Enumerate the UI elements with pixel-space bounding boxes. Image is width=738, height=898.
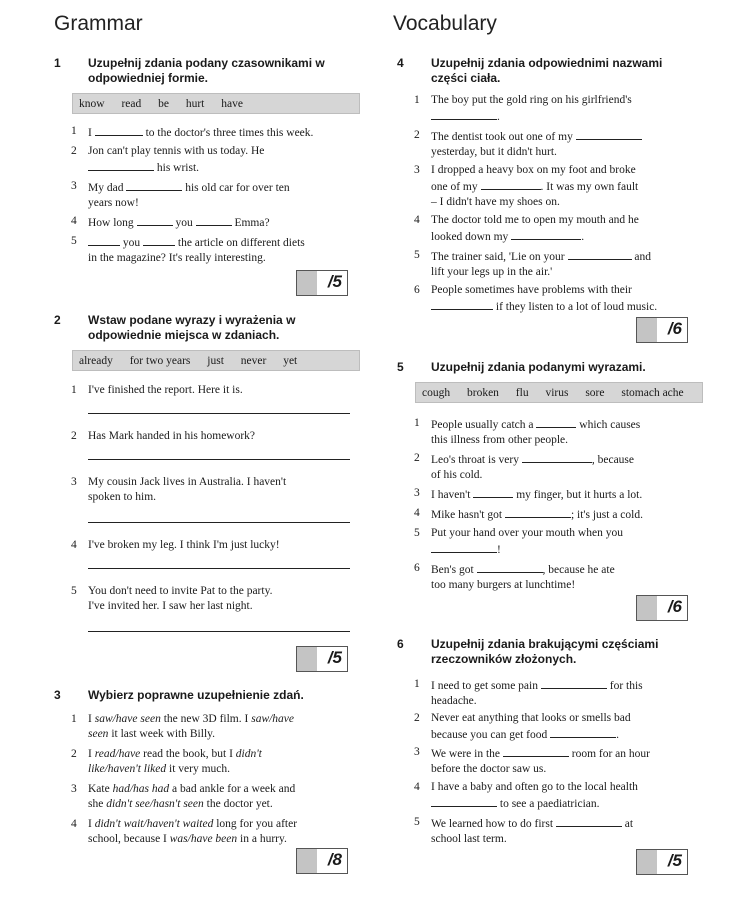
- answer-blank[interactable]: [541, 677, 607, 689]
- answer-blank[interactable]: [481, 178, 541, 190]
- answer-option[interactable]: saw/have seen: [94, 713, 161, 725]
- word: for two years: [129, 355, 191, 367]
- answer-option[interactable]: didn't see/hasn't seen: [106, 798, 204, 810]
- answer-blank[interactable]: [550, 726, 616, 738]
- word: broken: [466, 387, 499, 399]
- word-box: [72, 350, 360, 371]
- answer-line[interactable]: [88, 631, 350, 632]
- answer-line[interactable]: [88, 413, 350, 414]
- answer-option[interactable]: saw/have: [251, 713, 295, 725]
- answer-option[interactable]: didn't wait/haven't waited: [94, 818, 214, 830]
- answer-option[interactable]: seen: [88, 728, 109, 740]
- word: already: [79, 355, 113, 367]
- exercise-number: 5: [397, 360, 404, 374]
- answer-blank[interactable]: [473, 486, 513, 498]
- score-box: /8: [296, 848, 348, 874]
- score-box: /5: [296, 270, 348, 296]
- answer-option[interactable]: read/have: [94, 748, 141, 760]
- answer-blank[interactable]: [505, 506, 571, 518]
- exercise-number: 4: [397, 56, 404, 70]
- word: read: [121, 98, 142, 110]
- exercise-instruction: Uzupełnij zdania podanymi wyrazami.: [431, 360, 646, 374]
- answer-blank[interactable]: [95, 124, 143, 136]
- word: flu: [515, 387, 529, 399]
- score-box: /5: [296, 646, 348, 672]
- answer-blank[interactable]: [88, 159, 154, 171]
- exercise-number: 6: [397, 637, 404, 651]
- word: never: [240, 355, 267, 367]
- answer-line[interactable]: [88, 459, 350, 460]
- answer-blank[interactable]: [477, 561, 543, 573]
- answer-option[interactable]: had/has had: [112, 783, 170, 795]
- score-box: /6: [636, 317, 688, 343]
- word: stomach ache: [621, 387, 684, 399]
- answer-blank[interactable]: [503, 745, 569, 757]
- exercise-instruction: Wstaw podane wyrazy i wyrażenia w odpowiednie miejsca w zdaniach.: [88, 313, 296, 342]
- answer-line[interactable]: [88, 568, 350, 569]
- word: just: [207, 355, 224, 367]
- exercise-number: 2: [54, 313, 61, 327]
- answer-blank[interactable]: [431, 298, 493, 310]
- exercise-instruction: Uzupełnij zdania podany czasownikami w odpowiedniej formie.: [88, 56, 325, 85]
- word: know: [79, 98, 105, 110]
- exercise-instruction: Wybierz poprawne uzupełnienie zdań.: [88, 688, 304, 702]
- answer-blank[interactable]: [88, 234, 120, 246]
- word: be: [158, 98, 169, 110]
- answer-blank[interactable]: [556, 815, 622, 827]
- answer-blank[interactable]: [196, 214, 232, 226]
- answer-blank[interactable]: [143, 234, 175, 246]
- answer-blank[interactable]: [576, 128, 642, 140]
- answer-blank[interactable]: [431, 108, 497, 120]
- answer-blank[interactable]: [137, 214, 173, 226]
- answer-blank[interactable]: [511, 228, 581, 240]
- answer-blank[interactable]: [126, 179, 182, 191]
- word-box: [415, 382, 703, 403]
- answer-blank[interactable]: [536, 416, 576, 428]
- word: yet: [283, 355, 298, 367]
- answer-option[interactable]: like/haven't liked: [88, 763, 167, 775]
- answer-blank[interactable]: [568, 248, 632, 260]
- score-box: /6: [636, 595, 688, 621]
- exercise-number: 1: [54, 56, 61, 70]
- word: have: [221, 98, 243, 110]
- answer-option[interactable]: didn't: [235, 748, 262, 760]
- word: sore: [585, 387, 605, 399]
- exercise-number: 3: [54, 688, 61, 702]
- answer-blank[interactable]: [431, 795, 497, 807]
- vocabulary-heading: Vocabulary: [393, 12, 497, 35]
- grammar-heading: Grammar: [54, 12, 143, 35]
- word: hurt: [185, 98, 205, 110]
- word: virus: [545, 387, 569, 399]
- answer-option[interactable]: was/have been: [169, 833, 238, 845]
- answer-line[interactable]: [88, 522, 350, 523]
- word: cough: [422, 387, 451, 399]
- score-box: /5: [636, 849, 688, 875]
- answer-blank[interactable]: [522, 451, 592, 463]
- exercise-instruction: Uzupełnij zdania odpowiednimi nazwami części ciała.: [431, 56, 663, 85]
- answer-blank[interactable]: [431, 541, 497, 553]
- word-box: [72, 93, 360, 114]
- exercise-instruction: Uzupełnij zdania brakującymi częściami rzeczowników złożonych.: [431, 637, 659, 666]
